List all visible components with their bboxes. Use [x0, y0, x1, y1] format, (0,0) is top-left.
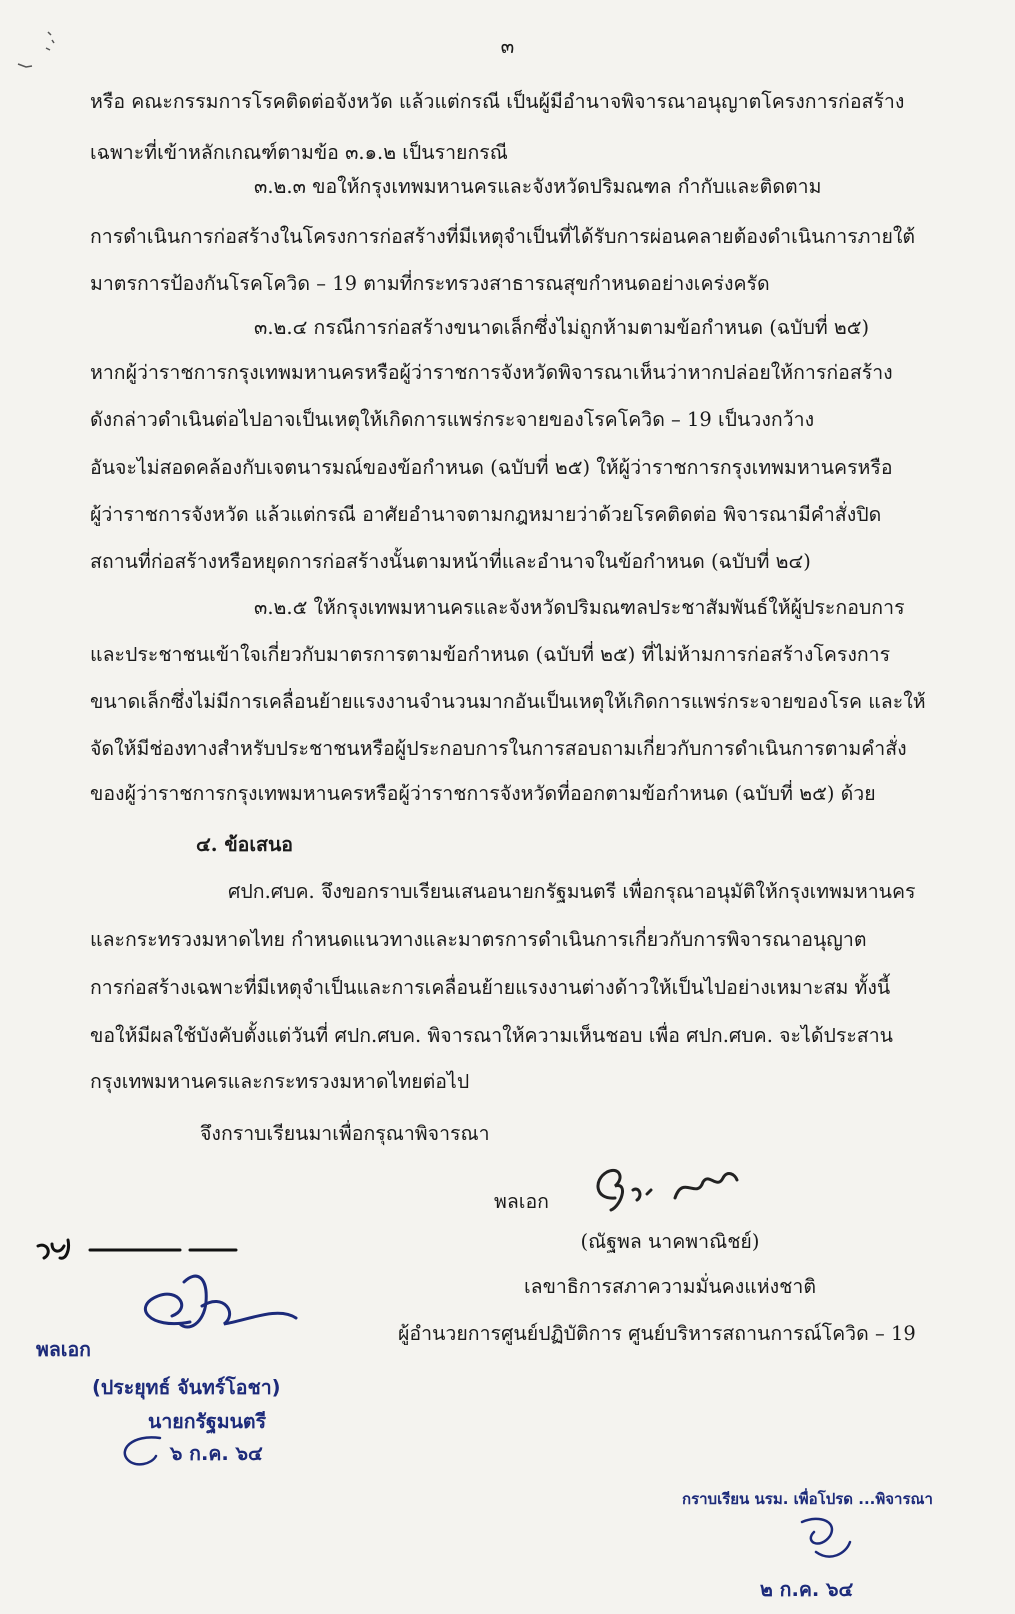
body-line: ผู้ว่าราชการจังหวัด แล้วแต่กรณี อาศัยอำนาจตามกฎหมายว่าด้วยโรคติดต่อ พิจารณามีคำสั่งปิด [90, 503, 882, 526]
body-line: ของผู้ว่าราชการกรุงเทพมหานครหรือผู้ว่าราชการจังหวัดที่ออกตามข้อกำหนด (ฉบับที่ ๒๕) ด้วย [90, 782, 876, 805]
body-line: หรือ คณะกรรมการโรคติดต่อจังหวัด แล้วแต่กรณี เป็นผู้มีอำนาจพิจารณาอนุญาตโครงการก่อสร้าง [90, 90, 905, 113]
signature-secretary-general [585, 1160, 755, 1215]
proposal-line: ศปก.ศบค. จึงขอกราบเรียนเสนอนายกรัฐมนตรี เพื่อกรุณาอนุมัติให้กรุงเทพมหานคร [228, 880, 916, 903]
body-line: ๓.๒.๓ ขอให้กรุงเทพมหานครและจังหวัดปริมณฑล กำกับและติดตาม [254, 175, 822, 198]
signer-title: ผู้อำนวยการศูนย์ปฏิบัติการ ศูนย์บริหารสถานการณ์โควิด – 19 [398, 1322, 916, 1345]
signer-name: (ณัฐพล นาคพาณิชย์) [580, 1230, 760, 1253]
body-line: ๓.๒.๕ ให้กรุงเทพมหานครและจังหวัดปริมณฑลประชาสัมพันธ์ให้ผู้ประกอบการ [254, 596, 905, 619]
signer-rank: พลเอก [494, 1190, 549, 1213]
body-line: จัดให้มีช่องทางสำหรับประชาชนหรือผู้ประกอบการในการสอบถามเกี่ยวกับการดำเนินการตามคำสั่ง [90, 737, 907, 760]
routing-note: กราบเรียน นรม. เพื่อโปรด ...พิจารณา [682, 1490, 933, 1508]
pm-date-loop [112, 1430, 172, 1470]
pm-rank: พลเอก [36, 1338, 91, 1361]
pm-name: (ประยุทธ์ จันทร์โอชา) [92, 1376, 281, 1399]
scan-mark-icon [8, 28, 68, 78]
proposal-line: กรุงเทพมหานครและกระทรวงมหาดไทยต่อไป [90, 1070, 470, 1093]
section-heading: ๔. ข้อเสนอ [196, 833, 293, 856]
body-line: อันจะไม่สอดคล้องกับเจตนารมณ์ของข้อกำหนด (ฉบับที่ ๒๕) ให้ผู้ว่าราชการกรุงเทพมหานครหรือ [90, 456, 893, 479]
body-line: ดังกล่าวดำเนินต่อไปอาจเป็นเหตุให้เกิดการแพร่กระจายของโรคโควิด – 19 เป็นวงกว้าง [90, 408, 815, 431]
proposal-line: ขอให้มีผลใช้บังคับตั้งแต่วันที่ ศปก.ศบค. พิจารณาให้ความเห็นชอบ เพื่อ ศปก.ศบค. จะได้ประสาน [90, 1024, 893, 1047]
body-line: สถานที่ก่อสร้างหรือหยุดการก่อสร้างนั้นตามหน้าที่และอำนาจในข้อกำหนด (ฉบับที่ ๒๔) [90, 550, 811, 573]
pm-date: ๖ ก.ค. ๖๔ [170, 1442, 263, 1465]
signature-prime-minister [128, 1262, 298, 1352]
signer-title: เลขาธิการสภาความมั่นคงแห่งชาติ [523, 1275, 817, 1298]
body-line: และประชาชนเข้าใจเกี่ยวกับมาตรการตามข้อกำหนด (ฉบับที่ ๒๕) ที่ไม่ห้ามการก่อสร้างโครงการ [90, 643, 891, 666]
body-line: การดำเนินการก่อสร้างในโครงการก่อสร้างที่มีเหตุจำเป็นที่ได้รับการผ่อนคลายต้องดำเนินการภายใต้ [90, 225, 916, 248]
pm-title: นายกรัฐมนตรี [148, 1410, 267, 1433]
routing-date: ๒ ก.ค. ๖๔ [760, 1578, 854, 1601]
routing-initial-mark [790, 1512, 860, 1572]
body-line: ขนาดเล็กซึ่งไม่มีการเคลื่อนย้ายแรงงานจำนวนมากอันเป็นเหตุให้เกิดการแพร่กระจายของโรค และให้ [90, 690, 926, 713]
body-line: ๓.๒.๔ กรณีการก่อสร้างขนาดเล็กซึ่งไม่ถูกห้ามตามข้อกำหนด (ฉบับที่ ๒๕) [254, 316, 870, 339]
body-line: มาตรการป้องกันโรคโควิด – 19 ตามที่กระทรวงสาธารณสุขกำหนดอย่างเคร่งครัด [90, 272, 770, 295]
proposal-line: และกระทรวงมหาดไทย กำหนดแนวทางและมาตรการดำเนินการเกี่ยวกับการพิจารณาอนุญาต [90, 928, 867, 951]
closing-line: จึงกราบเรียนมาเพื่อกรุณาพิจารณา [200, 1122, 490, 1145]
page-number: ๓ [500, 34, 515, 58]
body-line: หากผู้ว่าราชการกรุงเทพมหานครหรือผู้ว่าราชการจังหวัดพิจารณาเห็นว่าหากปล่อยให้การก่อสร้าง [90, 361, 893, 384]
body-line: เฉพาะที่เข้าหลักเกณฑ์ตามข้อ ๓.๑.๒ เป็นรายกรณี [90, 141, 508, 164]
proposal-line: การก่อสร้างเฉพาะที่มีเหตุจำเป็นและการเคลื่อนย้ายแรงงานต่างด้าวให้เป็นไปอย่างเหมาะสม ทั้งนี้ [90, 976, 891, 999]
